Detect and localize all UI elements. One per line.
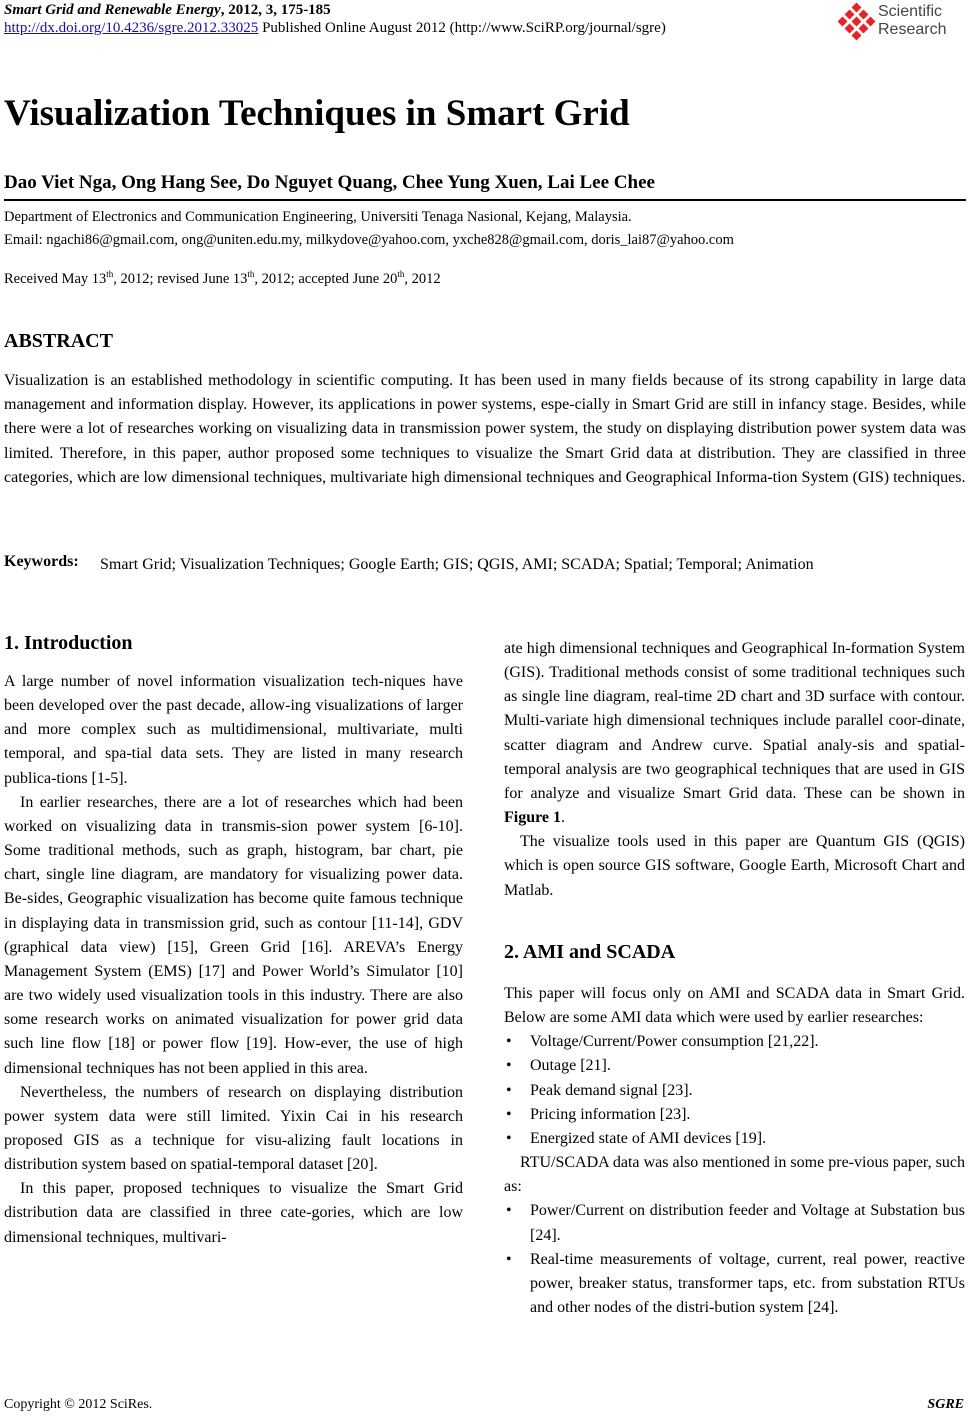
right-column bbox=[504, 637, 965, 903]
paper-title: Visualization Techniques in Smart Grid bbox=[4, 93, 630, 134]
journal-header bbox=[4, 2, 331, 19]
received-dates bbox=[4, 271, 441, 288]
paragraph: In this paper, proposed techniques to visualize the Smart Grid distribution data are classified in three cate-gories, which are low dimensional techniques, multivari- bbox=[4, 1180, 463, 1246]
keywords-label: Keywords: bbox=[4, 553, 79, 570]
section-heading-introduction: 1. Introduction bbox=[4, 632, 133, 654]
abstract-body: Visualization is an established methodology in scientific computing. It has been used in many fields because of its strong capability in large data management and information display. However, its applications in power systems, espe-cially in Smart Grid are still in infancy stage. Besides, while there were a lot of researches working on visualizing data in transmission power system, the study on displaying distribution power system data was limited. Therefore, in this paper, author proposed some techniques to visualize the Smart Grid data at distribution. They are classified in three categories, which are low dimensional techniques, multivariate high dimensional techniques and Geographical Informa-tion System (GIS) techniques. bbox=[4, 372, 966, 486]
list-item: • Real-time measurements of voltage, current, real power, reactive power, breaker status, transformer taps, etc. from substation RTUs and other nodes of the distri-bution system [24]. bbox=[504, 1248, 965, 1320]
doi-line bbox=[4, 20, 666, 37]
accepted-text: , 2012; accepted June 20 bbox=[254, 271, 398, 287]
revised-text: , 2012; revised June 13 bbox=[113, 271, 248, 287]
list-item: • Peak demand signal [23]. bbox=[504, 1079, 965, 1103]
section-heading-ami-scada: 2. AMI and SCADA bbox=[504, 941, 676, 963]
author-emails: Email: ngachi86@gmail.com, ong@uniten.edu.my, milkydove@yahoo.com, yxche828@gmail.com, doris_lai87@yahoo.com bbox=[4, 232, 734, 248]
doi-link[interactable]: http://dx.doi.org/10.4236/sgre.2012.33025 bbox=[4, 20, 259, 36]
list-item: • Voltage/Current/Power consumption [21,22]. bbox=[504, 1030, 965, 1054]
journal-name: Smart Grid and Renewable Energy bbox=[4, 2, 221, 18]
received-text: Received May 13 bbox=[4, 271, 107, 287]
right-column-section2 bbox=[504, 982, 965, 1320]
list-item: • Power/Current on distribution feeder and Voltage at Substation bus [24]. bbox=[504, 1199, 965, 1247]
list-item: • Outage [21]. bbox=[504, 1054, 965, 1078]
title-divider bbox=[4, 199, 966, 201]
figure-reference[interactable]: Figure 1 bbox=[504, 809, 562, 827]
published-info: Published Online August 2012 (http://www.SciRP.org/journal/sgre) bbox=[258, 20, 666, 36]
accepted-year: , 2012 bbox=[404, 271, 441, 287]
paragraph: The visualize tools used in this paper are Quantum GIS (QGIS) which is open source GIS software, Google Earth, Microsoft Chart and Matlab. bbox=[504, 833, 965, 899]
logo-text-scientific: Scientific bbox=[878, 3, 943, 20]
paragraph: Nevertheless, the numbers of research on displaying distribution power system data were still limited. Yixin Cai in his research proposed GIS as a technique for visu-alizing fault locations in distribution system based on spatial-temporal dataset [20]. bbox=[4, 1083, 463, 1174]
paragraph-text: ate high dimensional techniques and Geographical In-formation System (GIS). Traditional methods consist of some traditional techniques such as single line diagram, real-time 2D chart and 3D surface with contour. Multi-variate high dimensional techniques include parallel coor-dinate, scatter diagram and Andrew curve. Spatial analy-sis and spatial-temporal analysis are two geographical techniques that are used in GIS for analyze and visualize Smart Grid data. These can be shown in bbox=[504, 640, 965, 802]
logo-diamond-icon bbox=[838, 2, 876, 42]
paragraph bbox=[504, 637, 965, 830]
date-suffix: th bbox=[106, 269, 114, 280]
left-column bbox=[4, 670, 463, 1250]
logo-text-research: Research bbox=[878, 21, 947, 38]
ami-data-list bbox=[504, 1030, 965, 1151]
paragraph-end: . bbox=[561, 809, 566, 827]
list-item: • Energized state of AMI devices [19]. bbox=[504, 1127, 965, 1151]
paragraph: RTU/SCADA data was also mentioned in some pre-vious paper, such as: bbox=[504, 1154, 965, 1196]
date-suffix: th bbox=[397, 269, 405, 280]
abstract-heading: ABSTRACT bbox=[4, 330, 113, 352]
keywords-text: Smart Grid; Visualization Techniques; Google Earth; GIS; QGIS, AMI; SCADA; Spatial; Temporal; Animation bbox=[100, 556, 814, 573]
journal-abbreviation: SGRE bbox=[927, 1397, 964, 1412]
copyright-footer: Copyright © 2012 SciRes. bbox=[4, 1397, 153, 1412]
list-item: • Pricing information [23]. bbox=[504, 1103, 965, 1127]
paragraph: This paper will focus only on AMI and SCADA data in Smart Grid. Below are some AMI data which were used by earlier researches: bbox=[504, 985, 965, 1027]
rtu-data-list bbox=[504, 1199, 965, 1320]
affiliation: Department of Electronics and Communication Engineering, Universiti Tenaga Nasional, Kejang, Malaysia. bbox=[4, 209, 632, 225]
paragraph: In earlier researches, there are a lot of researches which had been worked on visualizing data in transmis-sion power system [6-10]. Some traditional methods, such as graph, histogram, bar chart, pie chart, single line diagram, are mandatory for visualizing power data. Be-sides, Geographic visualization has become quite famous technique in displaying data in transmission grid, such as contour [11-14], GDV (graphical data view) [15], Green Grid [16]. AREVA’s Energy Management System (EMS) [17] and Power World’s Simulator [10] are two widely used visualization tools in this industry. There are also some research works on animated visualization for power grid data such line flow [18] or power flow [19]. How-ever, the use of high dimensional techniques has not been applied in this area. bbox=[4, 793, 463, 1077]
author-list: Dao Viet Nga, Ong Hang See, Do Nguyet Quang, Chee Yung Xuen, Lai Lee Chee bbox=[4, 172, 655, 193]
journal-volume: , 2012, 3, 175-185 bbox=[220, 2, 331, 18]
paragraph: A large number of novel information visualization tech-niques have been developed over the past decade, allow-ing visualizations of larger and more complex such as multidimensional, multivariate, multi temporal, and spa-tial data sets. They are listed in many research publica-tions [1-5]. bbox=[4, 673, 463, 787]
date-suffix: th bbox=[247, 269, 255, 280]
publisher-logo bbox=[838, 2, 964, 42]
